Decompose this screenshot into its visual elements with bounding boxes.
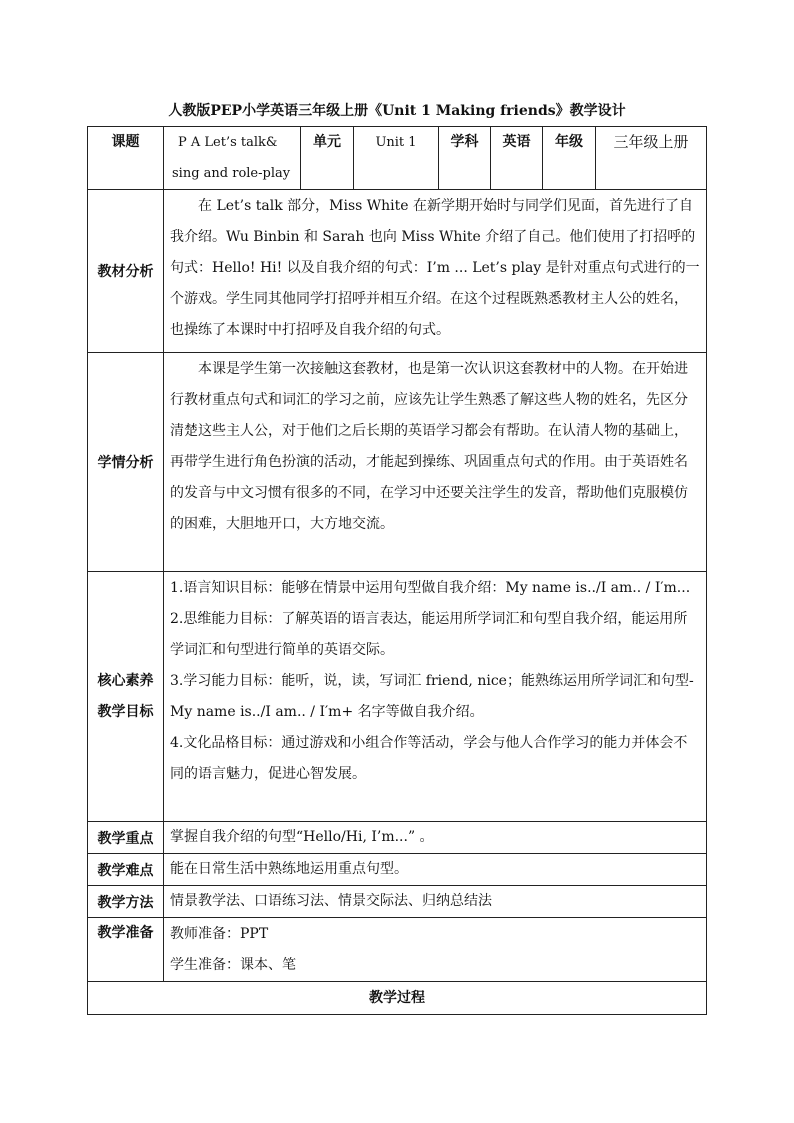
- method-label: 教学方法: [88, 886, 164, 918]
- header-row: [88, 127, 707, 190]
- unit-label: 单元: [301, 127, 354, 190]
- difficulty-row: [88, 854, 707, 886]
- goal-item: 1.语言知识目标：能够在情景中运用句型做自我介绍：My name is../I am.. / I′m...: [170, 580, 691, 596]
- subject-label: 学科: [439, 127, 491, 190]
- goal-item: 4.文化品格目标：通过游戏和小组合作等活动，学会与他人合作学习的能力并体会不同的语言魅力，促进心智发展。: [170, 735, 688, 782]
- subject-value: 英语: [491, 127, 543, 190]
- key-point-row: [88, 822, 707, 854]
- lesson-plan-table: [87, 126, 707, 1015]
- topic-value: [164, 127, 301, 190]
- method-text: 情景教学法、口语练习法、情景交际法、归纳总结法: [164, 886, 707, 918]
- method-row: [88, 886, 707, 918]
- student-analysis-text: 本课是学生第一次接触这套教材，也是第一次认识这套教材中的人物。在开始进行教材重点句式和词汇的学习之前，应该先让学生熟悉了解这些人物的姓名，先区分清楚这些主人公，对于他们之后长期的英语学习都会有帮助。在认清人物的基础上，再带学生进行角色扮演的活动，才能起到操练、巩固重点句式的作用。由于英语姓名的发音与中文习惯有很多的不同，在学习中还要关注学生的发音，帮助他们克服模仿的困难，大胆地开口，大方地交流。: [170, 361, 688, 532]
- student-analysis-label: 学情分析: [88, 353, 164, 572]
- material-analysis-row: [88, 190, 707, 353]
- teaching-goals-label-line1: 核心素养: [97, 672, 154, 689]
- teaching-goals-row: [88, 572, 707, 822]
- topic-label: 课题: [88, 127, 164, 190]
- teacher-preparation: 教师准备：PPT: [170, 926, 269, 942]
- goal-item: 3.学习能力目标：能听，说，读，写词汇 friend, nice；能熟练运用所学词汇和句型-My name is../I am.. / I′m+ 名字等做自我介绍。: [170, 673, 694, 720]
- grade-value: 三年级上册: [596, 127, 707, 190]
- teaching-goals-cell: [164, 572, 707, 822]
- preparation-row: [88, 918, 707, 982]
- material-analysis-cell: [164, 190, 707, 353]
- key-point-label: 教学重点: [88, 822, 164, 854]
- unit-value: Unit 1: [354, 127, 439, 190]
- material-analysis-label: 教材分析: [88, 190, 164, 353]
- student-analysis-row: [88, 353, 707, 572]
- student-analysis-cell: [164, 353, 707, 572]
- process-row: [88, 982, 707, 1015]
- key-point-text: 掌握自我介绍的句型“Hello/Hi, I’m...” 。: [164, 822, 707, 854]
- grade-label: 年级: [543, 127, 596, 190]
- student-preparation: 学生准备：课本、笔: [170, 957, 296, 973]
- preparation-cell: [164, 918, 707, 982]
- difficulty-text: 能在日常生活中熟练地运用重点句型。: [164, 854, 707, 886]
- teaching-goals-label: [88, 572, 164, 822]
- material-analysis-text: 在 Let’s talk 部分，Miss White 在新学期开始时与同学们见面，首先进行了自我介绍。Wu Binbin 和 Sarah 也向 Miss White 介绍了自己。他们使用了打招呼的句式：Hello! Hi! 以及自我介绍的句式：I’m ... Let’s play 是针对重点句式进行的一个游戏。学生同其他同学打招呼并相互介绍。在这个过程既熟悉教材主人公的姓名，也操练了本课时中打招呼及自我介绍的句式。: [170, 198, 700, 338]
- topic-value-line2: sing and role-play: [172, 166, 291, 181]
- difficulty-label: 教学难点: [88, 854, 164, 886]
- preparation-label: 教学准备: [88, 918, 164, 982]
- document-title: 人教版PEP小学英语三年级上册《Unit 1 Making friends》教学设计: [168, 103, 626, 119]
- teaching-process-heading: 教学过程: [88, 982, 707, 1015]
- goal-item: 2.思维能力目标：了解英语的语言表达，能运用所学词汇和句型自我介绍，能运用所学词汇和句型进行简单的英语交际。: [170, 611, 688, 658]
- topic-value-line1: P A Let’s talk&: [178, 135, 278, 150]
- teaching-goals-label-line2: 教学目标: [97, 703, 154, 720]
